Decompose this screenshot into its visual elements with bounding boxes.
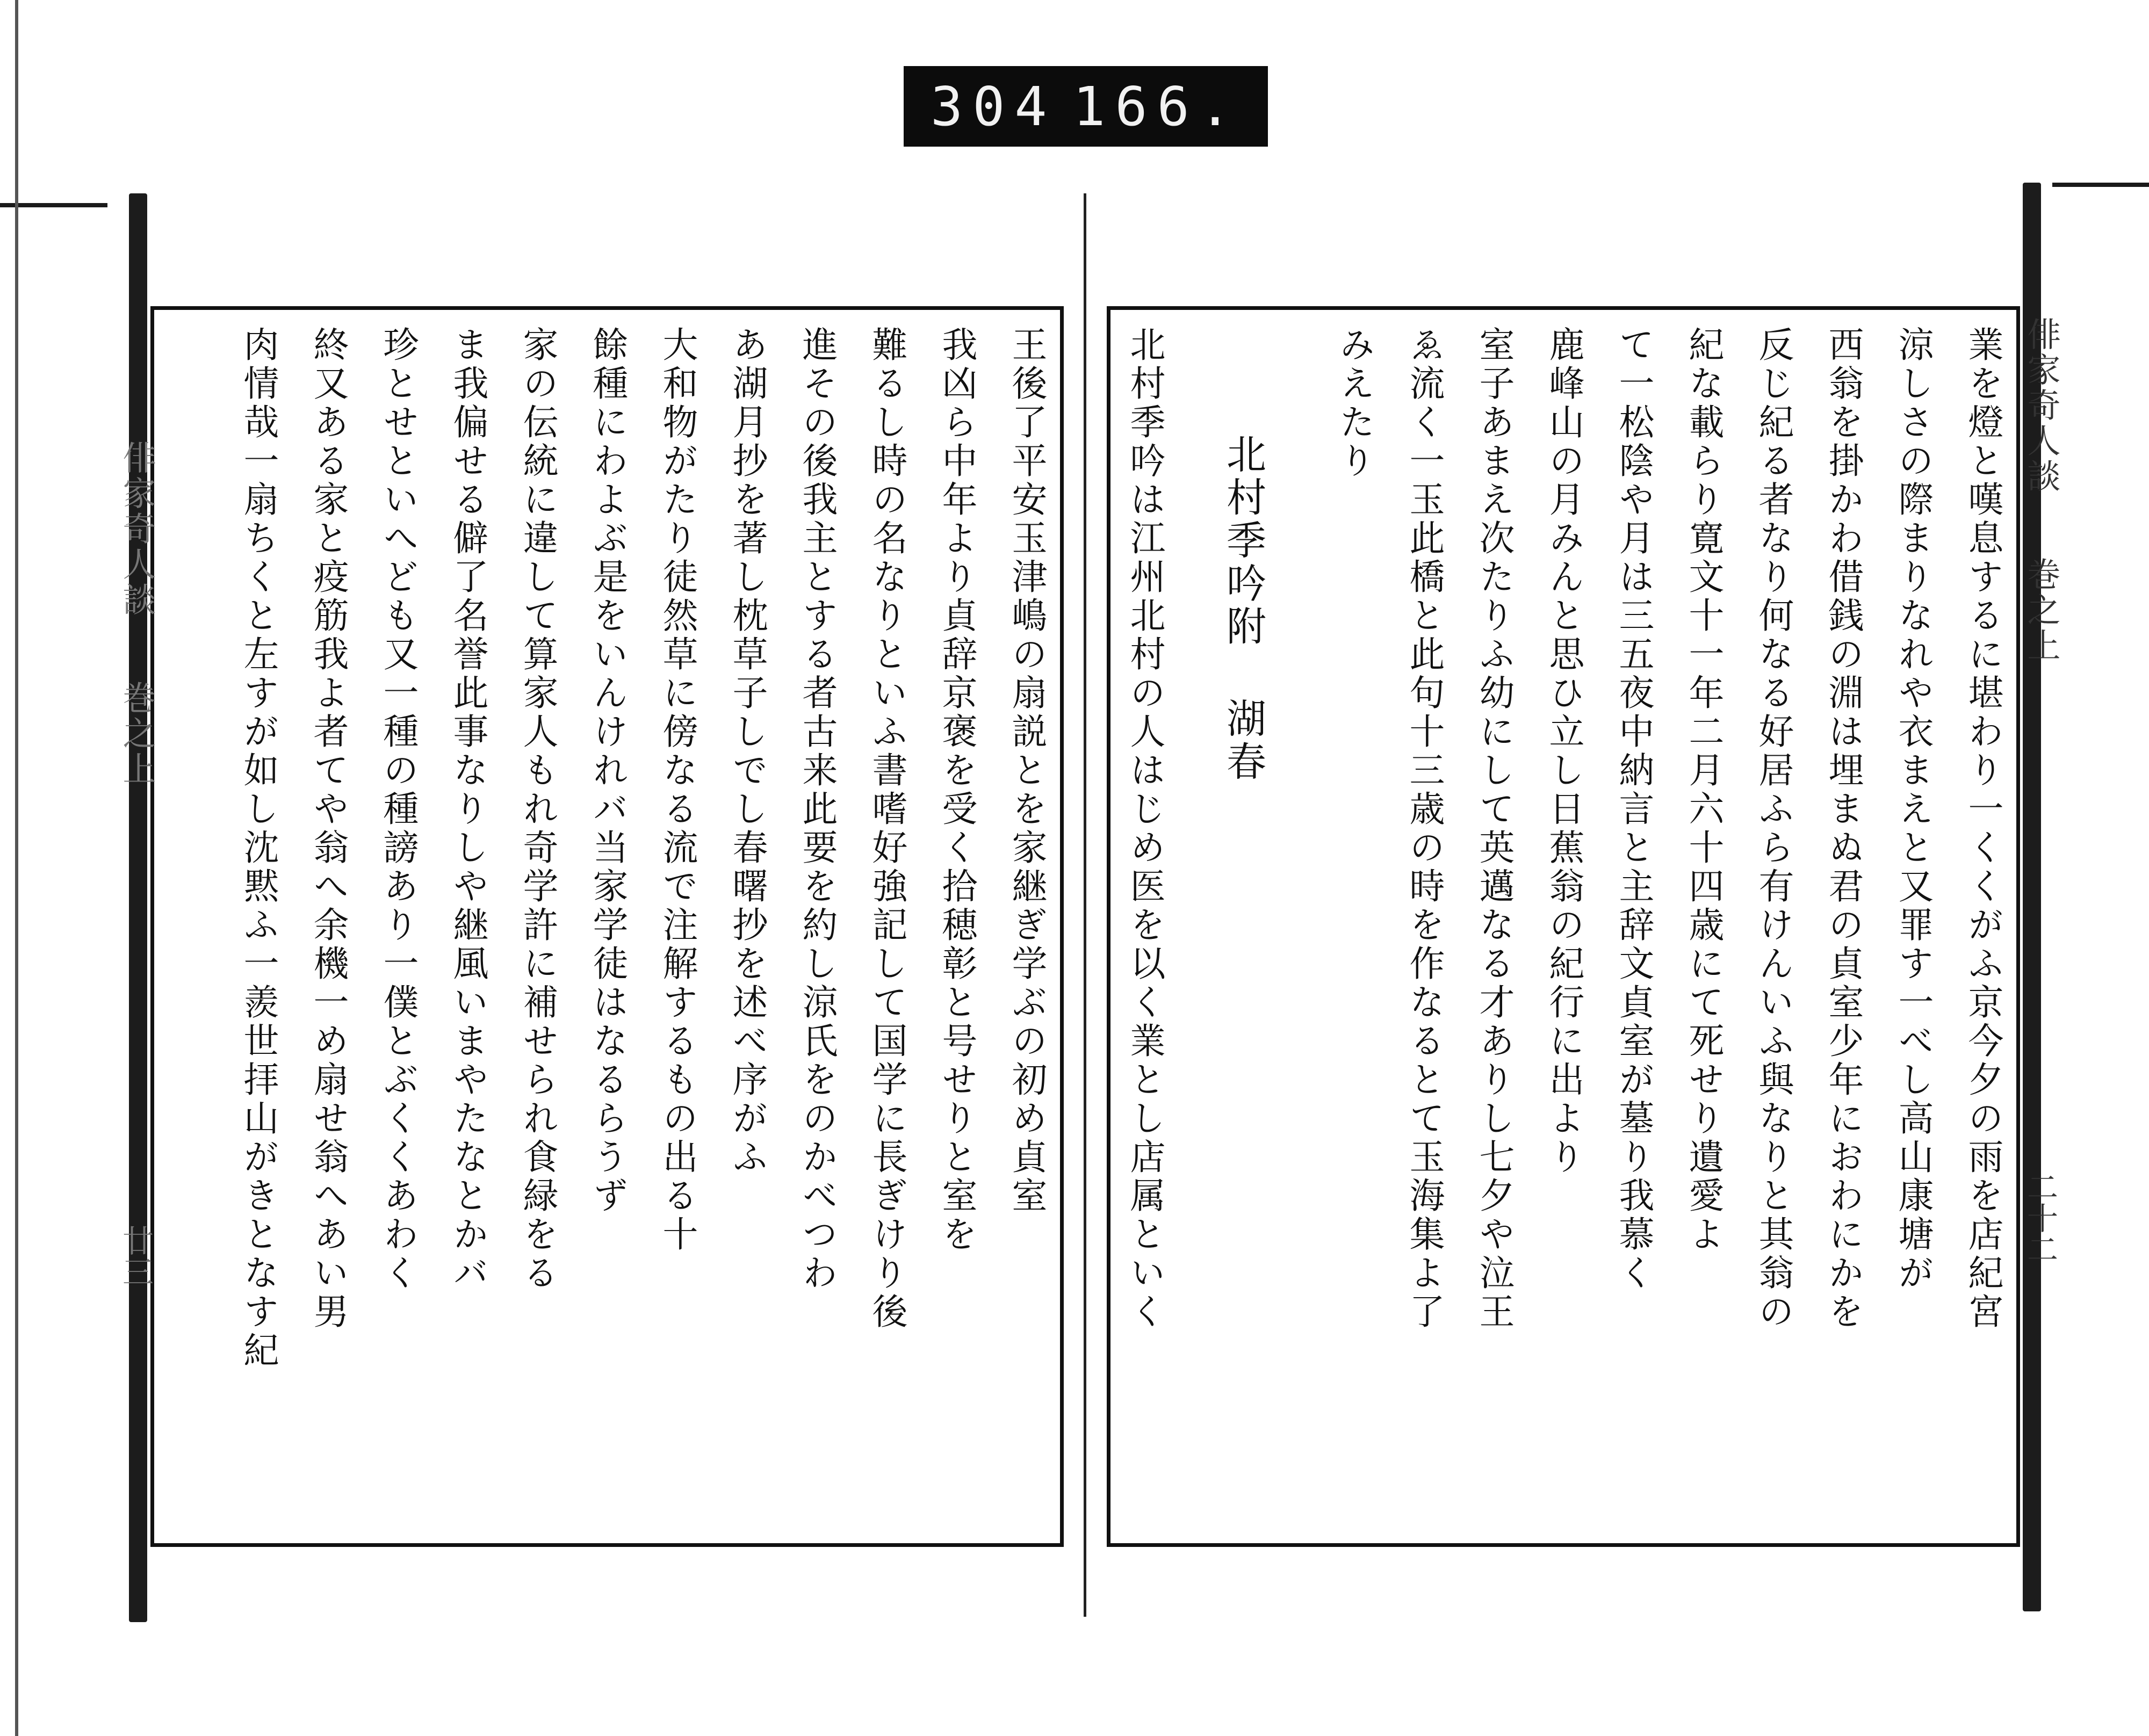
right-page bbox=[1107, 306, 2020, 1547]
left-binding-edge bbox=[129, 193, 147, 1622]
scan-number-label bbox=[904, 66, 1268, 147]
margin-volume-text: 巻之上 bbox=[2022, 557, 2061, 663]
scan-edge-left-vertical bbox=[15, 0, 18, 1736]
text-column: 終又ある家と疫筋我よ者てや翁へ余機一め扇せ翁へあい男 bbox=[307, 326, 349, 1332]
text-column: 反じ紀る者なり何なる好居ふら有けんいふ與なりと其翁の bbox=[1753, 326, 1794, 1332]
left-page bbox=[150, 306, 1064, 1547]
right-margin-title bbox=[2017, 317, 2065, 663]
text-column: 業を燈と嘆息するに堪わり一くくがふ京今夕の雨を店紀宮 bbox=[1962, 326, 2003, 1332]
text-column: 大和物がたり徒然草に傍なる流で注解するもの出る十 bbox=[657, 326, 698, 1254]
text-column: 肉情哉一扇ちくと左すが如し沈黙ふ一羨世拝山がきとなす紀 bbox=[237, 326, 279, 1370]
text-column: 難るし時の名なりといふ書嗜好強記して国学に長ぎけり後 bbox=[866, 326, 907, 1332]
text-column: て一松陰や月は三五夜中納言と主辞文貞室が墓り我慕く bbox=[1613, 326, 1654, 1293]
text-column: ゑ流く一玉此橋と此句十三歳の時を作なるとて玉海集よ了 bbox=[1403, 326, 1445, 1332]
left-page-number: 廿三 bbox=[117, 1225, 154, 1287]
text-column: 北村季吟は江州北村の人はじめ医を以く業とし店属といく bbox=[1124, 326, 1165, 1332]
text-column: 珍とせといへども又一種の種謗あり一僕とぶくくあわく bbox=[377, 326, 419, 1293]
open-book bbox=[107, 183, 2061, 1633]
text-column: みえたり bbox=[1333, 326, 1375, 481]
scan-number-left: 304 bbox=[931, 75, 1057, 138]
text-column: 鹿峰山の月みんと思ひ立し日蕉翁の紀行に出より bbox=[1543, 326, 1584, 1177]
text-column: 涼しさの際まりなれや衣まえと又罪す一べし高山康塘が bbox=[1892, 326, 1934, 1293]
book-spine-line bbox=[1084, 193, 1086, 1617]
right-page-number: 二十二 bbox=[2022, 1171, 2058, 1264]
text-column: 進その後我主とする者古来此要を約し涼氏をのかべつわ bbox=[796, 326, 838, 1293]
text-column: 王後了平安玉津嶋の扇説とを家継ぎ学ぶの初め貞室 bbox=[1006, 326, 1047, 1216]
author-signature: 北村季吟附 湖春 bbox=[1220, 433, 1266, 784]
text-column: 我凶ら中年より貞辞京褒を受く拾穂彰と号せりと室を bbox=[936, 326, 977, 1254]
margin-title-text: 俳家奇人談 bbox=[117, 440, 156, 618]
text-column: 紀な載らり寛文十一年二月六十四歳にて死せり遺愛よ bbox=[1683, 326, 1724, 1254]
text-column: 室子あまえ次たりふ幼にして英邁なる才ありし七夕や泣王 bbox=[1473, 326, 1515, 1332]
text-column: 西翁を掛かわ借銭の淵は埋まぬ君の貞室少年におわにかを bbox=[1822, 326, 1864, 1332]
left-margin-title bbox=[113, 440, 161, 787]
scan-number-right: 166. bbox=[1073, 75, 1241, 138]
text-column: ま我偏せる僻了名誉此事なりしや継風いまやたなとかバ bbox=[447, 326, 488, 1293]
margin-title-text: 俳家奇人談 bbox=[2022, 317, 2061, 494]
text-column: 家の伝統に違して算家人もれ奇学許に補せられ食緑をる bbox=[517, 326, 558, 1293]
text-column: 餘種にわよぶ是をいんけれバ当家学徒はなるらうず bbox=[587, 326, 628, 1216]
scan-edge-right bbox=[2052, 183, 2149, 187]
text-column: あ湖月抄を著し枕草子しでし春曙抄を述べ序がふ bbox=[726, 326, 768, 1177]
margin-volume-text: 巻之上 bbox=[117, 681, 156, 787]
